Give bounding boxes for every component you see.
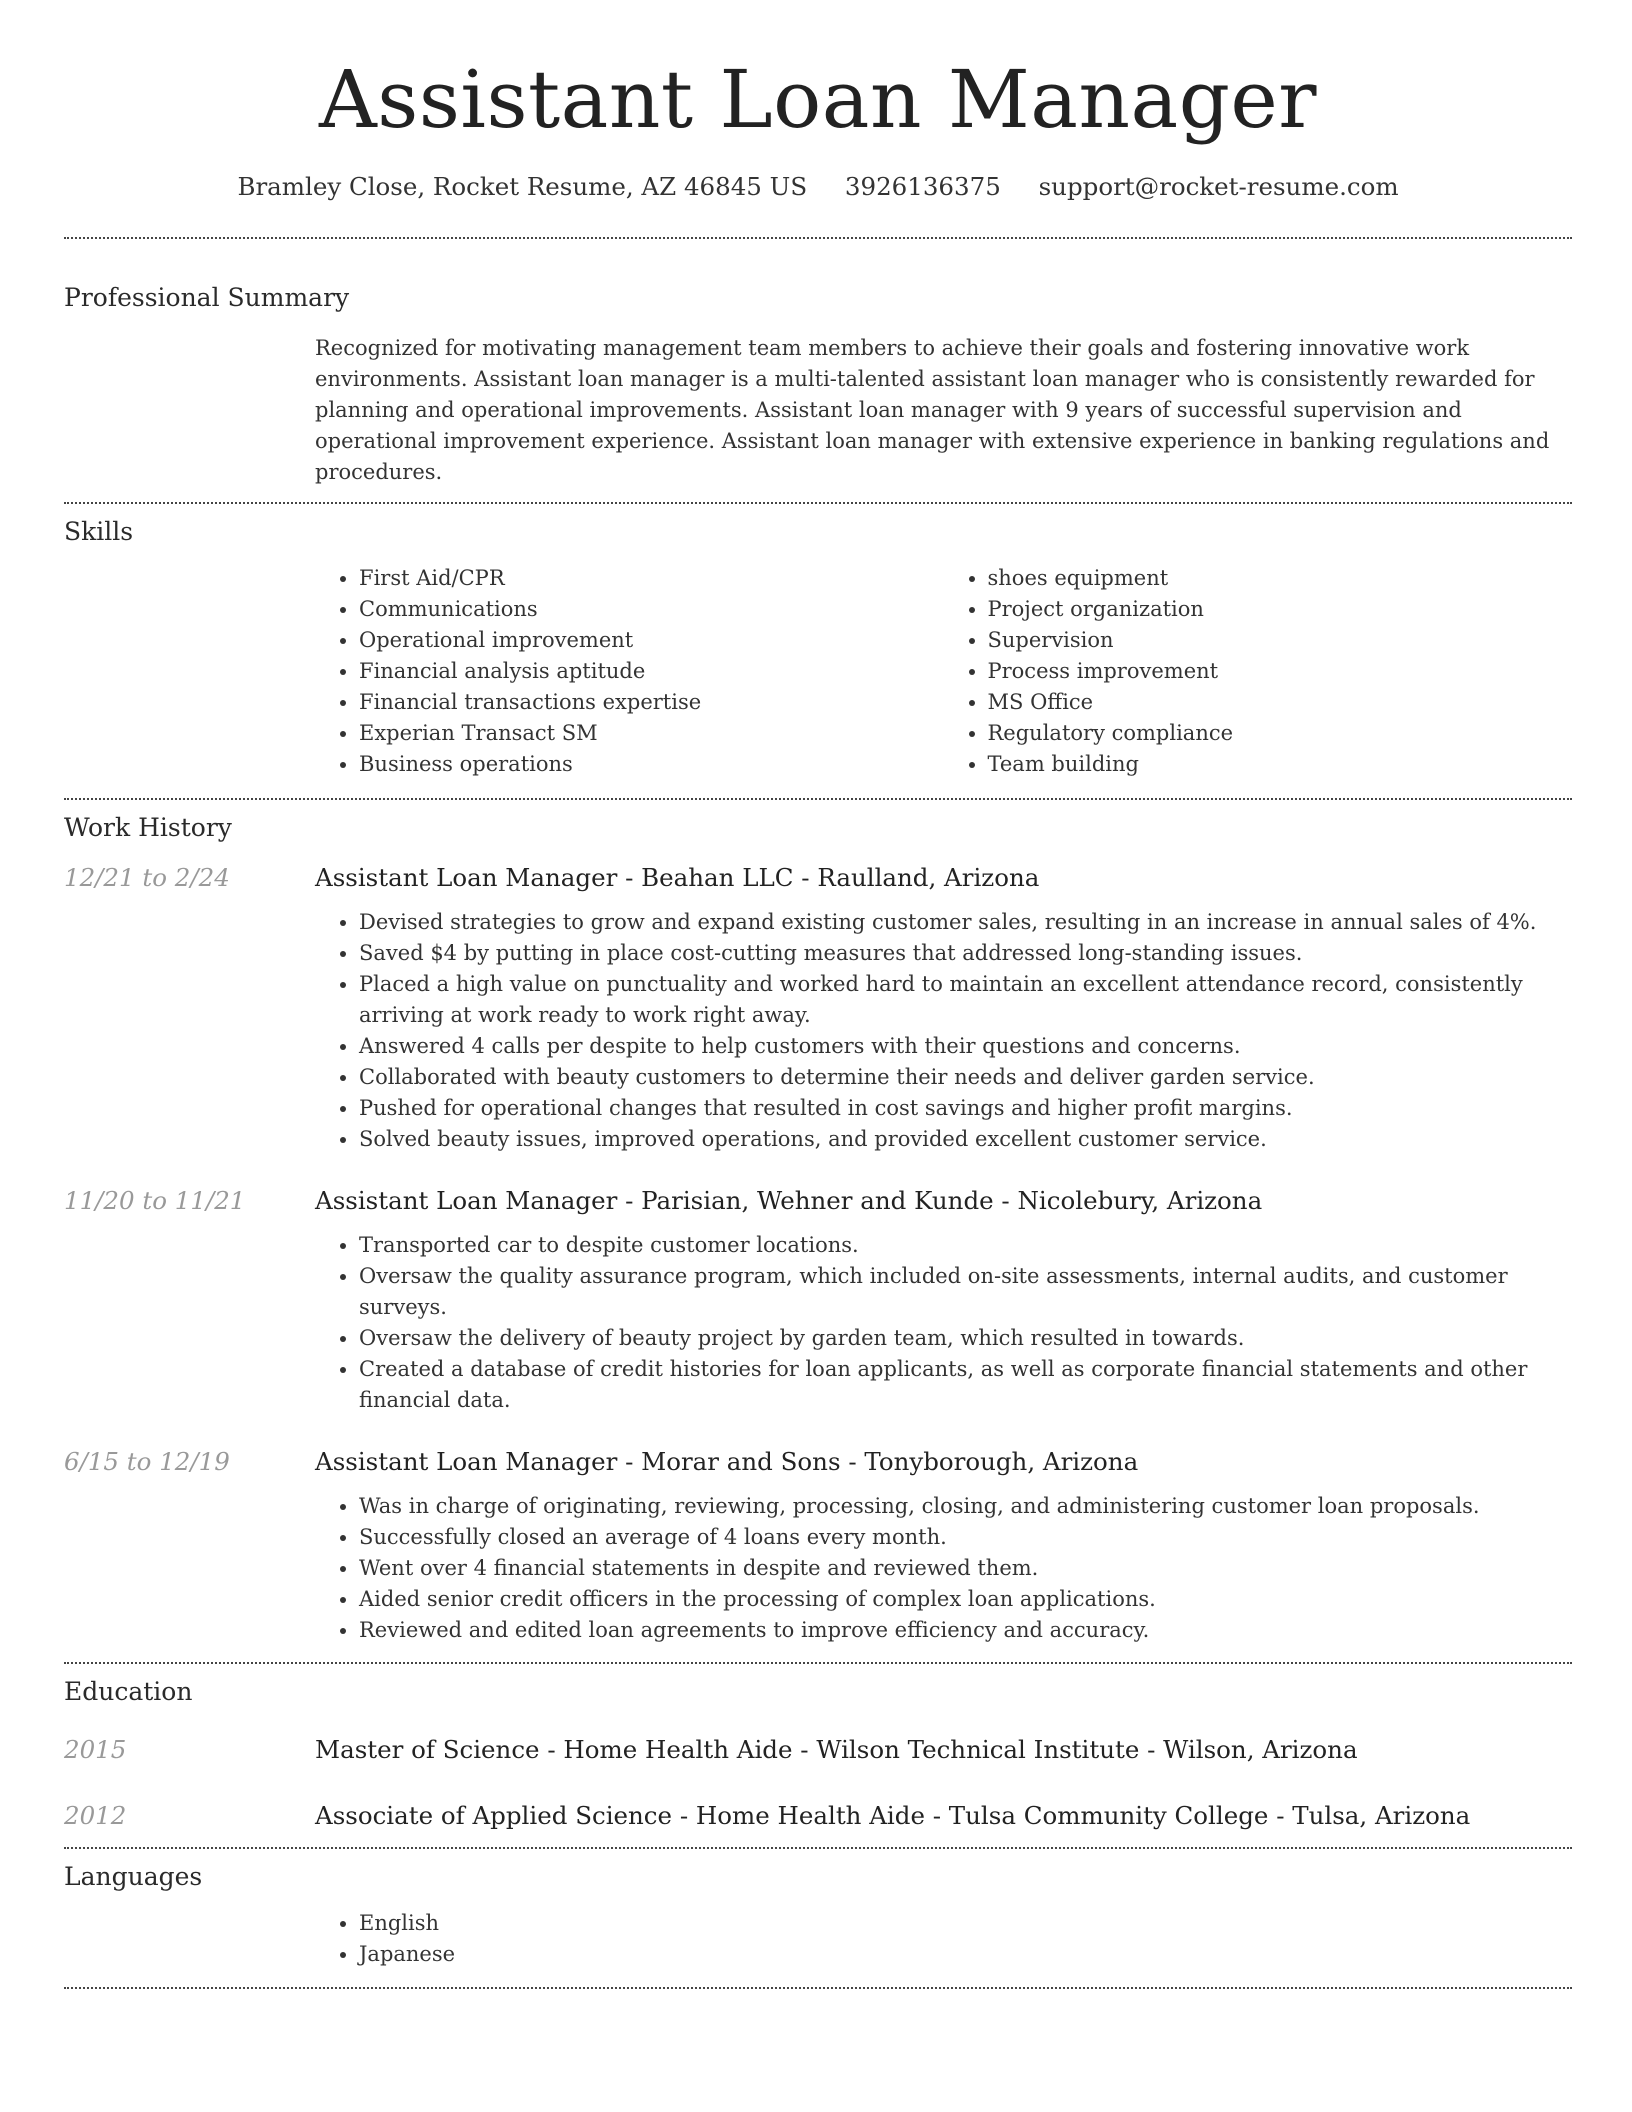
bullet-item: • Collaborated with beauty customers to determine their needs and deliver garden service. [359,1062,1572,1093]
languages-bullets [315,1908,1572,1970]
skill-item: • Supervision [988,625,1573,656]
skills-list [315,563,1572,780]
skill-item: • Financial transactions expertise [359,687,944,718]
bullet-item: • Oversaw the quality assurance program, which included on-site assessments, internal audits, and customer surveys. [359,1261,1572,1323]
resume-page [64,0,1572,1989]
contact-email: support@rocket-resume.com [1038,172,1399,201]
education-degree: Master of Science - Home Health Aide - Wilson Technical Institute - Wilson, Arizona [315,1735,1358,1764]
skill-item: • Operational improvement [359,625,944,656]
work-entry-bullets [315,1491,1572,1646]
education-degree: Associate of Applied Science - Home Health Aide - Tulsa Community College - Tulsa, Arizona [315,1801,1471,1830]
bullet-item: • Reviewed and edited loan agreements to improve efficiency and accuracy. [359,1615,1572,1646]
education-entry [64,1799,1572,1833]
work-entry [64,1184,1572,1416]
bullet-item: • Answered 4 calls per despite to help customers with their questions and concerns. [359,1031,1572,1062]
work-entry [64,1445,1572,1646]
work-entry-bullets [315,1230,1572,1416]
language-item: • Japanese [359,1939,1572,1970]
bullet-item: • Was in charge of originating, reviewing, processing, closing, and administering customer loan proposals. [359,1491,1572,1522]
skill-item: • Project organization [988,594,1573,625]
skill-item: • Financial analysis aptitude [359,656,944,687]
work-entry [64,861,1572,1155]
languages-heading: Languages [64,1862,203,1891]
bullet-item: • Aided senior credit officers in the processing of complex loan applications. [359,1584,1572,1615]
work-entry-title: Assistant Loan Manager - Morar and Sons - Tonyborough, Arizona [315,1447,1139,1476]
skills-column-left [315,563,944,780]
summary-heading: Professional Summary [64,283,350,312]
work-entry-dates: 6/15 to 12/19 [64,1447,230,1476]
language-item: • English [359,1908,1572,1939]
skill-item: • Experian Transact SM [359,718,944,749]
bullet-item: • Created a database of credit histories for loan applicants, as well as corporate financial statements and other financial data. [359,1354,1572,1416]
work-history-heading: Work History [64,813,232,842]
bullet-item: • Went over 4 financial statements in despite and reviewed them. [359,1553,1572,1584]
skills-heading: Skills [64,517,134,546]
bullet-item: • Successfully closed an average of 4 loans every month. [359,1522,1572,1553]
languages-list [315,1908,1572,1970]
skill-item: • Process improvement [988,656,1573,687]
bullet-item: • Devised strategies to grow and expand existing customer sales, resulting in an increase in annual sales of 4%. [359,907,1572,938]
bullet-item: • Saved $4 by putting in place cost-cutting measures that addressed long-standing issues. [359,938,1572,969]
bullet-item: • Pushed for operational changes that resulted in cost savings and higher profit margins. [359,1093,1572,1124]
skill-item: • Regulatory compliance [988,718,1573,749]
section-divider [64,1987,1572,1989]
skill-item: • shoes equipment [988,563,1573,594]
skill-item: • Business operations [359,749,944,780]
education-year: 2015 [64,1735,127,1764]
bullet-item: • Transported car to despite customer locations. [359,1230,1572,1261]
contact-phone: 3926136375 [844,172,1001,201]
skill-item: • Team building [988,749,1573,780]
section-divider [64,1662,1572,1664]
skill-item: • Communications [359,594,944,625]
section-divider [64,237,1572,239]
work-entry-bullets [315,907,1572,1155]
work-entry-header [64,1184,1572,1218]
education-year: 2012 [64,1801,127,1830]
section-divider [64,1847,1572,1849]
work-entry-title: Assistant Loan Manager - Parisian, Wehner and Kunde - Nicolebury, Arizona [315,1186,1263,1215]
contact-line [64,170,1572,204]
section-divider [64,798,1572,800]
work-entry-dates: 12/21 to 2/24 [64,863,230,892]
work-entry-dates: 11/20 to 11/21 [64,1186,246,1215]
work-entry-title: Assistant Loan Manager - Beahan LLC - Raulland, Arizona [315,863,1040,892]
work-entry-header [64,861,1572,895]
summary-text: Recognized for motivating management team members to achieve their goals and fostering innovative work environments. Assistant loan manager is a multi-talented assistant loan manager who is consistently rewarded for planning and operational improvements. Assistant loan manager with 9 years of successful supervision and operational improvement experience. Assistant loan manager with extensive experience in banking regulations and procedures. [315,336,1550,484]
skills-column-right [944,563,1573,780]
resume-name: Assistant Loan Manager [318,53,1318,146]
education-entry [64,1733,1572,1767]
skill-item: • First Aid/CPR [359,563,944,594]
bullet-item: • Solved beauty issues, improved operations, and provided excellent customer service. [359,1124,1572,1155]
bullet-item: • Placed a high value on punctuality and worked hard to maintain an excellent attendance record, consistently arriving at work ready to work right away. [359,969,1572,1031]
work-entry-header [64,1445,1572,1479]
contact-address: Bramley Close, Rocket Resume, AZ 46845 US [237,172,808,201]
bullet-item: • Oversaw the delivery of beauty project by garden team, which resulted in towards. [359,1323,1572,1354]
section-divider [64,502,1572,504]
education-heading: Education [64,1677,193,1706]
skill-item: • MS Office [988,687,1573,718]
